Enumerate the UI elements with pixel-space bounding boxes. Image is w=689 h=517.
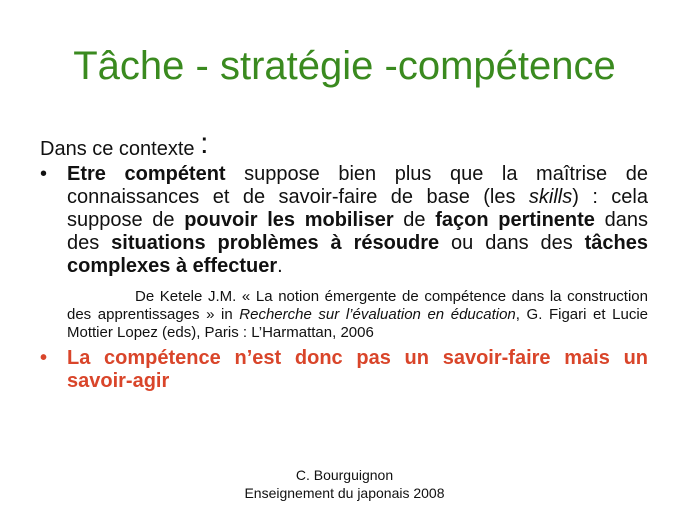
citation-text: , G. Figari et Lucie Mottier Lopez (eds), Paris : L’Harmattan, 2006 bbox=[67, 306, 648, 341]
bold-mobiliser: pouvoir les mobiliser bbox=[184, 209, 394, 231]
text-span: de bbox=[393, 209, 436, 231]
bold-situations-problemes: situations problèmes à résoudre bbox=[111, 232, 440, 254]
bold-taches-complexes: tâches complexes à effectuer bbox=[67, 232, 648, 277]
intro-colon: : bbox=[200, 127, 209, 160]
bullet-savoir-agir-text: La compétence n’est donc pas un savoir-faire mais un savoir-agir bbox=[67, 347, 648, 392]
text-span: ) : cela suppose de bbox=[67, 186, 648, 231]
bullet-dot: • bbox=[40, 163, 48, 185]
bullet-savoir-agir bbox=[40, 347, 648, 393]
text-span: suppose bien plus que la maîtrise de connaissances et de savoir-faire de base (les bbox=[67, 163, 648, 208]
italic-skills: skills bbox=[528, 186, 573, 208]
slide-body bbox=[40, 127, 648, 393]
citation-italic-title: Recherche sur l’évaluation en éducation bbox=[239, 306, 516, 323]
bullet-dot: • bbox=[40, 347, 48, 369]
text-span: ou dans des bbox=[439, 232, 585, 254]
footer bbox=[0, 466, 689, 502]
bold-facon-pertinente: façon pertinente bbox=[435, 209, 595, 231]
citation-text: De Ketele J.M. « La notion émergente de compétence dans la construction des apprentissages » in bbox=[67, 288, 648, 323]
text-span: dans des bbox=[67, 209, 648, 254]
text-span: . bbox=[277, 255, 283, 277]
citation bbox=[40, 288, 648, 342]
slide-title: Tâche - stratégie -compétence bbox=[73, 44, 616, 88]
intro-line bbox=[40, 127, 648, 161]
bold-etre-competent: Etre compétent bbox=[67, 163, 226, 185]
bullet-competence bbox=[40, 163, 648, 278]
footer-course: Enseignement du japonais 2008 bbox=[244, 485, 445, 501]
footer-author: C. Bourguignon bbox=[295, 467, 394, 483]
intro-text: Dans ce contexte bbox=[40, 138, 195, 160]
